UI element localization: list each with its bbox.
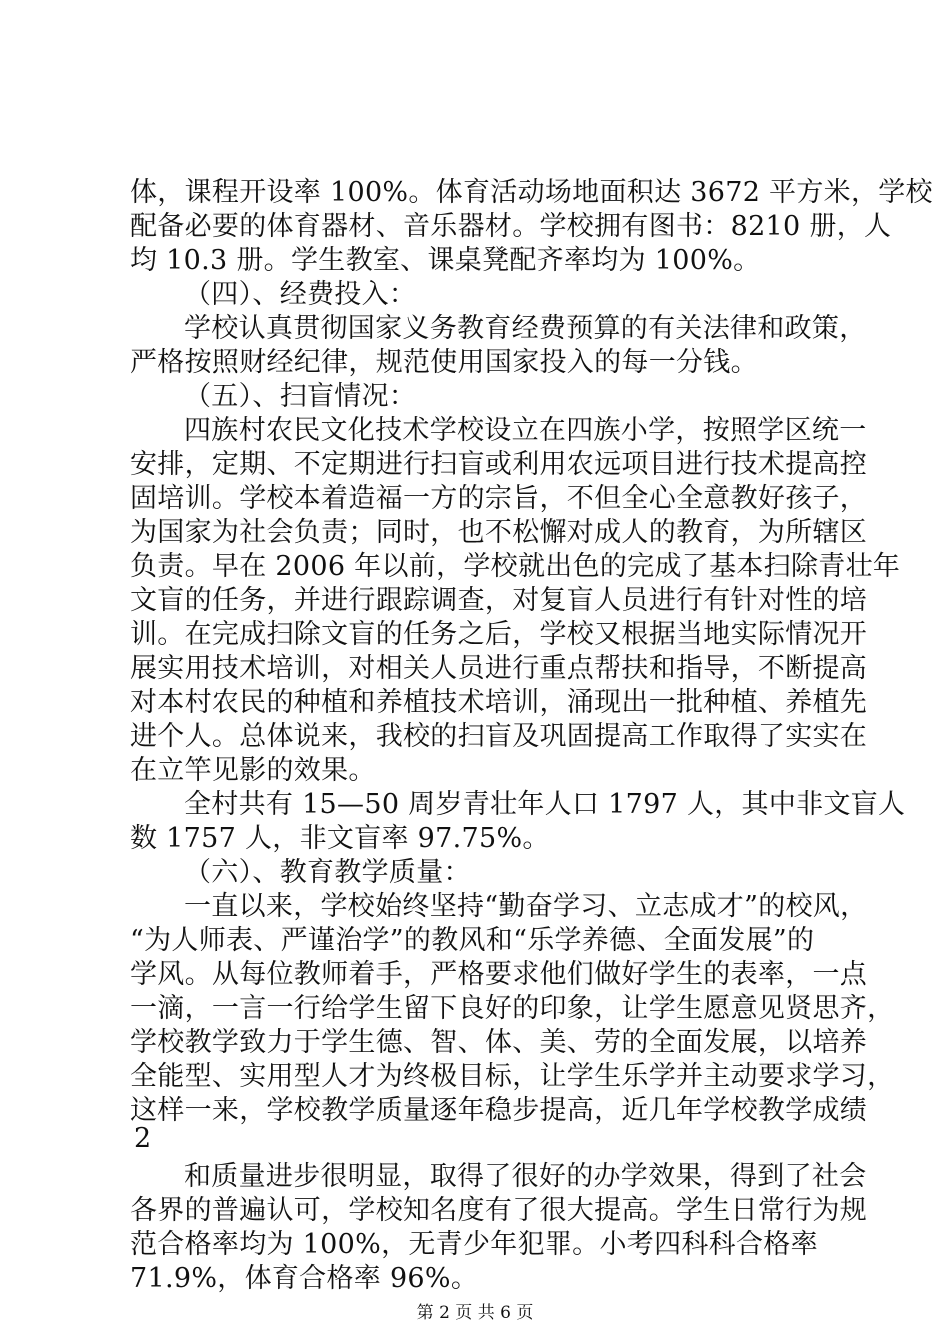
text-line-11: 为国家为社会负责；同时，也不松懈对成人的教育，为所辖区	[130, 517, 868, 548]
text-line-2: 配备必要的体育器材、音乐器材。学校拥有图书：8210 册，人	[130, 211, 892, 242]
text-line-20: 数 1757 人，非文盲率 97.75%。	[130, 823, 550, 854]
text-line-25: 一滴，一言一行给学生留下良好的印象，让学生愿意见贤思齐，	[130, 993, 895, 1024]
text-line-23: “为人师表、严谨治学”的教风和“乐学养德、全面发展”的	[130, 925, 815, 956]
text-line-16: 对本村农民的种植和养植技术培训，涌现出一批种植、养植先	[130, 687, 868, 718]
text-line-33: 71.9%，体育合格率 96%。	[130, 1263, 479, 1294]
text-line-3: 均 10.3 册。学生教室、课桌凳配齐率均为 100%。	[130, 245, 761, 276]
text-line-8: 四族村农民文化技术学校设立在四族小学，按照学区统一	[184, 415, 867, 446]
text-line-5: 学校认真贯彻国家义务教育经费预算的有关法律和政策，	[184, 313, 867, 344]
text-line-31: 各界的普遍认可，学校知名度有了很大提高。学生日常行为规	[130, 1195, 868, 1226]
text-line-32: 范合格率均为 100%，无青少年犯罪。小考四科科合格率	[130, 1229, 818, 1260]
section-heading-5: （五）、扫盲情况：	[184, 381, 417, 412]
text-line-19: 全村共有 15—50 周岁青壮年人口 1797 人，其中非文盲人	[184, 789, 906, 820]
text-line-12: 负责。早在 2006 年以前，学校就出色的完成了基本扫除青壮年	[130, 551, 901, 582]
section-heading-6: （六）、教育教学质量：	[184, 857, 471, 888]
text-line-28: 这样一来，学校教学质量逐年稳步提高，近几年学校教学成绩	[130, 1095, 868, 1126]
text-line-27: 全能型、实用型人才为终极目标，让学生乐学并主动要求学习，	[130, 1061, 895, 1092]
text-line-1: 体，课程开设率 100%。体育活动场地面积达 3672 平方米，学校	[130, 177, 933, 208]
text-line-6: 严格按照财经纪律，规范使用国家投入的每一分钱。	[130, 347, 758, 378]
text-line-24: 学风。从每位教师着手，严格要求他们做好学生的表率，一点	[130, 959, 868, 990]
text-line-9: 安排，定期、不定期进行扫盲或利用农远项目进行技术提高控	[130, 449, 868, 480]
text-line-15: 展实用技术培训，对相关人员进行重点帮扶和指导，不断提高	[130, 653, 868, 684]
text-line-22: 一直以来，学校始终坚持“勤奋学习、立志成才”的校风，	[184, 891, 868, 922]
text-line-18: 在立竿见影的效果。	[130, 755, 376, 786]
inline-page-number: 2	[134, 1123, 152, 1154]
section-heading-4: （四）、经费投入：	[184, 279, 417, 310]
text-line-17: 进个人。总体说来，我校的扫盲及巩固提高工作取得了实实在	[130, 721, 868, 752]
text-line-13: 文盲的任务，并进行跟踪调查，对复盲人员进行有针对性的培	[130, 585, 868, 616]
text-line-14: 训。在完成扫除文盲的任务之后，学校又根据当地实际情况开	[130, 619, 868, 650]
text-line-30: 和质量进步很明显，取得了很好的办学效果，得到了社会	[184, 1161, 867, 1192]
page-footer: 第 2 页 共 6 页	[416, 1303, 534, 1323]
text-line-10: 固培训。学校本着造福一方的宗旨，不但全心全意教好孩子，	[130, 483, 868, 514]
text-line-26: 学校教学致力于学生德、智、体、美、劳的全面发展，以培养	[130, 1027, 868, 1058]
